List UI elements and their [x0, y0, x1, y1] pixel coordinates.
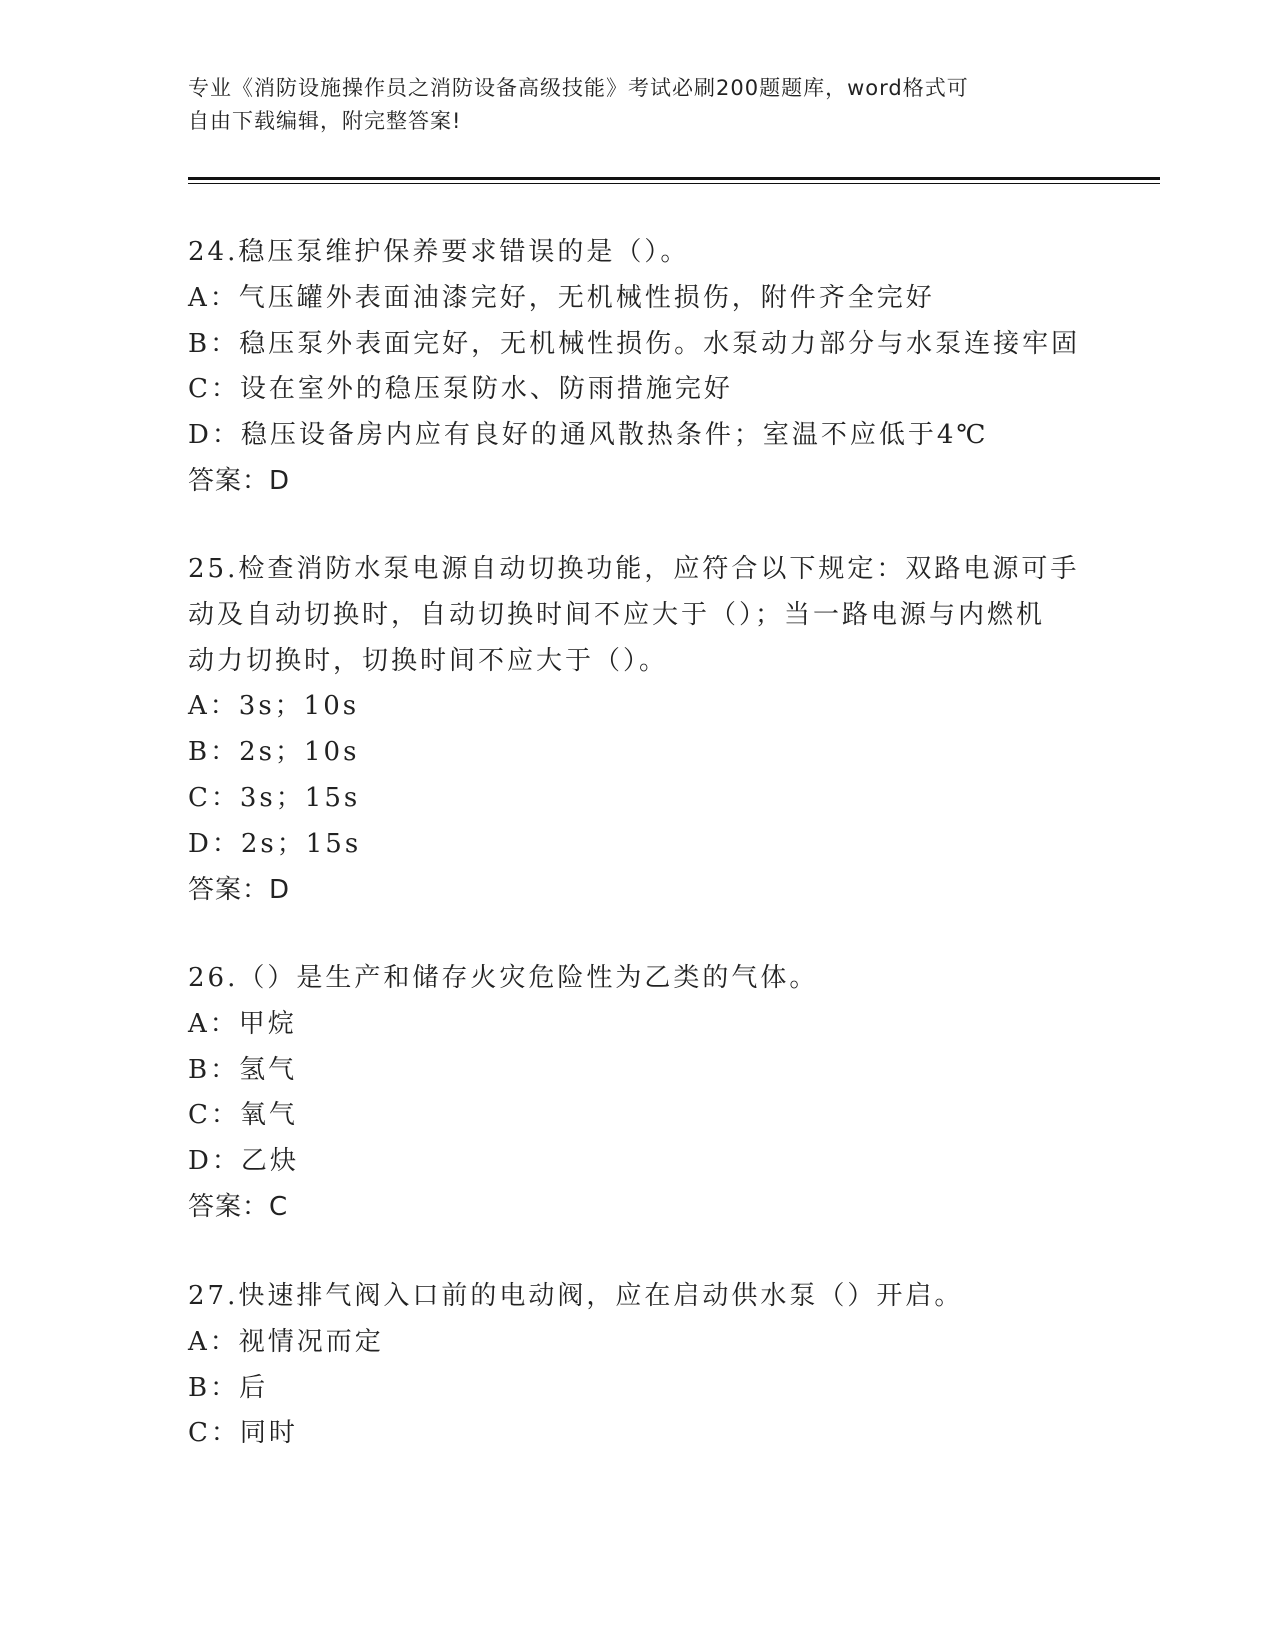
question-24	[188, 230, 1088, 505]
option-c: C：3s；15s	[188, 782, 361, 813]
header-line-1: 专业《消防设施操作员之消防设备高级技能》考试必刷200题题库，word格式可	[188, 76, 969, 100]
option-d: D：2s；15s	[188, 828, 362, 859]
header-divider-thin	[188, 183, 1160, 184]
option-b: B：2s；10s	[188, 737, 360, 768]
option-d: D：乙炔	[188, 1146, 299, 1177]
option-c: C：同时	[188, 1418, 298, 1449]
answer-label: 答案：C	[188, 1191, 289, 1222]
question-stem: 27.快速排气阀入口前的电动阀，应在启动供水泵（）开启。	[188, 1281, 964, 1311]
header-line-2: 自由下载编辑，附完整答案!	[188, 109, 462, 133]
option-a: A：视情况而定	[188, 1326, 384, 1357]
option-a: A：甲烷	[188, 1008, 297, 1039]
question-stem: 24.稳压泵维护保养要求错误的是（）。	[188, 237, 690, 267]
question-26	[188, 956, 1088, 1231]
option-a: A：3s；10s	[188, 691, 360, 722]
question-25	[188, 547, 1088, 913]
question-stem-line-1: 25.检查消防水泵电源自动切换功能，应符合以下规定：双路电源可手	[188, 554, 1080, 584]
answer-label: 答案：D	[188, 874, 291, 905]
option-a: A：气压罐外表面油漆完好，无机械性损伤，附件齐全完好	[188, 282, 935, 313]
document-header	[188, 72, 1068, 138]
option-c: C：氧气	[188, 1100, 298, 1131]
option-b: B：后	[188, 1372, 269, 1403]
option-b: B：稳压泵外表面完好，无机械性损伤。水泵动力部分与水泵连接牢固	[188, 328, 1081, 359]
question-27	[188, 1274, 1088, 1457]
option-c: C：设在室外的稳压泵防水、防雨措施完好	[188, 374, 733, 405]
option-b: B：氢气	[188, 1054, 298, 1085]
header-divider-thick	[188, 177, 1160, 180]
answer-label: 答案：D	[188, 465, 291, 496]
question-stem-line-3: 动力切换时，切换时间不应大于（）。	[188, 645, 669, 676]
question-stem: 26.（）是生产和储存火灾危险性为乙类的气体。	[188, 963, 819, 993]
question-stem-line-2: 动及自动切换时，自动切换时间不应大于（）；当一路电源与内燃机	[188, 599, 1046, 630]
option-d: D：稳压设备房内应有良好的通风散热条件；室温不应低于4℃	[188, 420, 989, 451]
